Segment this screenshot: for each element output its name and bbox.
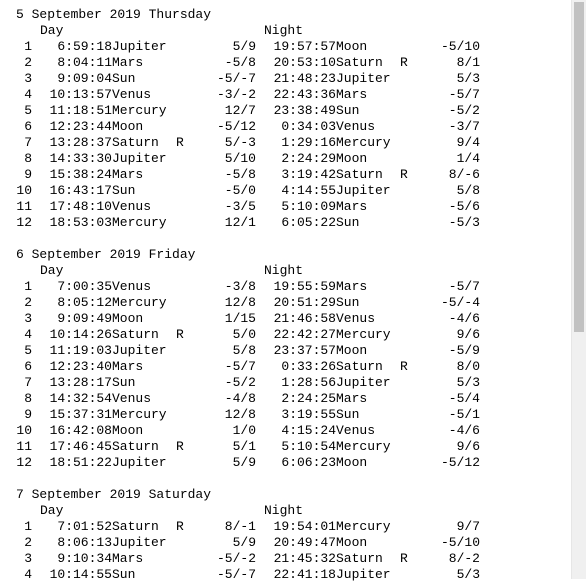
hour-number: 8 (24, 151, 32, 166)
night-planet: Moon (336, 151, 368, 166)
day-heading: Day (40, 503, 64, 518)
day-time: 8:06:13 (57, 535, 112, 550)
night-time: 21:48:23 (273, 71, 336, 86)
day-value: 5/0 (232, 327, 256, 342)
day-planet: Saturn (112, 327, 159, 342)
day-time: 12:23:44 (49, 119, 112, 134)
hour-number: 2 (24, 295, 32, 310)
day-value: -5/7 (224, 359, 256, 374)
hour-number: 10 (16, 183, 32, 198)
day-time: 14:33:30 (49, 151, 112, 166)
night-planet: Mars (336, 279, 368, 294)
day-time: 17:46:45 (49, 439, 112, 454)
night-value: 9/7 (456, 519, 480, 534)
day-time: 11:18:51 (49, 103, 112, 118)
night-value: -5/7 (448, 279, 480, 294)
hour-number: 1 (24, 519, 32, 534)
day-planet: Sun (112, 375, 136, 390)
night-time: 2:24:25 (281, 391, 336, 406)
day-time: 14:32:54 (49, 391, 112, 406)
day-time: 10:14:26 (49, 327, 112, 342)
day-time: 10:13:57 (49, 87, 112, 102)
night-time: 5:10:54 (281, 439, 336, 454)
hour-row (16, 567, 572, 583)
day-planet: Saturn (112, 135, 159, 150)
hour-number: 3 (24, 551, 32, 566)
night-retrograde: R (400, 55, 408, 70)
day-planet: Sun (112, 71, 136, 86)
night-planet: Saturn (336, 167, 383, 182)
day-planet: Mars (112, 55, 144, 70)
day-retrograde: R (176, 439, 184, 454)
day-time: 15:38:24 (49, 167, 112, 182)
day-planet: Mercury (112, 103, 167, 118)
hour-number: 11 (16, 199, 32, 214)
night-heading: Night (264, 263, 304, 278)
night-retrograde: R (400, 167, 408, 182)
night-value: -5/12 (440, 455, 480, 470)
day-title: 5 September 2019 Thursday (16, 7, 212, 22)
day-time: 10:14:55 (49, 567, 112, 582)
hour-number: 1 (24, 279, 32, 294)
night-time: 6:06:23 (281, 455, 336, 470)
day-planet: Jupiter (112, 535, 167, 550)
night-value: 5/8 (456, 183, 480, 198)
hour-row (16, 167, 572, 183)
hour-number: 6 (24, 119, 32, 134)
day-planet: Jupiter (112, 455, 167, 470)
day-time: 15:37:31 (49, 407, 112, 422)
day-heading: Day (40, 23, 64, 38)
day-planet: Moon (112, 423, 144, 438)
night-time: 2:24:29 (281, 151, 336, 166)
day-value: -5/8 (224, 167, 256, 182)
night-time: 22:43:36 (273, 87, 336, 102)
day-planet: Mercury (112, 407, 167, 422)
night-planet: Mars (336, 199, 368, 214)
night-planet: Saturn (336, 359, 383, 374)
hour-number: 6 (24, 359, 32, 374)
day-time: 8:05:12 (57, 295, 112, 310)
night-time: 1:28:56 (281, 375, 336, 390)
night-planet: Sun (336, 215, 360, 230)
hour-row (16, 311, 572, 327)
day-time: 17:48:10 (49, 199, 112, 214)
night-time: 22:41:18 (273, 567, 336, 582)
column-headings (16, 263, 572, 279)
column-headings (16, 503, 572, 519)
hour-number: 3 (24, 311, 32, 326)
hour-row (16, 119, 572, 135)
hour-row (16, 391, 572, 407)
day-value: 8/-1 (224, 519, 256, 534)
day-time: 8:04:11 (57, 55, 112, 70)
day-value: -5/2 (224, 375, 256, 390)
night-time: 5:10:09 (281, 199, 336, 214)
night-planet: Sun (336, 295, 360, 310)
night-planet: Venus (336, 423, 376, 438)
day-title: 6 September 2019 Friday (16, 247, 196, 262)
hour-number: 5 (24, 343, 32, 358)
day-value: 1/15 (224, 311, 256, 326)
night-time: 6:05:22 (281, 215, 336, 230)
night-value: -5/1 (448, 407, 480, 422)
day-planet: Mars (112, 167, 144, 182)
day-value: 5/-3 (224, 135, 256, 150)
day-time: 11:19:03 (49, 343, 112, 358)
night-value: 5/3 (456, 567, 480, 582)
night-planet: Moon (336, 455, 368, 470)
day-value: -5/-7 (216, 567, 256, 582)
night-value: -5/6 (448, 199, 480, 214)
hour-row (16, 295, 572, 311)
hour-row (16, 87, 572, 103)
night-heading: Night (264, 23, 304, 38)
day-value: 12/8 (224, 407, 256, 422)
day-retrograde: R (176, 135, 184, 150)
hour-row (16, 279, 572, 295)
night-planet: Mercury (336, 135, 391, 150)
day-section (16, 7, 572, 231)
night-value: -5/10 (440, 535, 480, 550)
hour-row (16, 71, 572, 87)
day-value: 12/7 (224, 103, 256, 118)
hour-number: 8 (24, 391, 32, 406)
night-time: 21:45:32 (273, 551, 336, 566)
night-value: -5/10 (440, 39, 480, 54)
night-time: 19:55:59 (273, 279, 336, 294)
night-planet: Jupiter (336, 183, 391, 198)
day-time: 6:59:18 (57, 39, 112, 54)
day-value: -5/8 (224, 55, 256, 70)
night-time: 3:19:42 (281, 167, 336, 182)
day-value: 5/9 (232, 535, 256, 550)
night-planet: Mercury (336, 327, 391, 342)
night-planet: Jupiter (336, 567, 391, 582)
night-time: 4:15:24 (281, 423, 336, 438)
day-planet: Venus (112, 87, 152, 102)
hour-number: 12 (16, 215, 32, 230)
hour-row (16, 407, 572, 423)
hour-number: 7 (24, 375, 32, 390)
night-time: 23:37:57 (273, 343, 336, 358)
night-value: -4/6 (448, 311, 480, 326)
planetary-hours-text (16, 7, 572, 583)
night-time: 4:14:55 (281, 183, 336, 198)
hour-row (16, 151, 572, 167)
night-planet: Mercury (336, 439, 391, 454)
hour-row (16, 135, 572, 151)
day-planet: Jupiter (112, 343, 167, 358)
hour-number: 9 (24, 407, 32, 422)
day-value: -3/5 (224, 199, 256, 214)
night-planet: Moon (336, 39, 368, 54)
hour-number: 11 (16, 439, 32, 454)
day-planet: Mars (112, 359, 144, 374)
hour-number: 9 (24, 167, 32, 182)
night-value: 8/0 (456, 359, 480, 374)
vertical-scrollbar[interactable] (571, 0, 586, 579)
day-value: -5/-7 (216, 71, 256, 86)
night-value: 8/-6 (448, 167, 480, 182)
night-planet: Jupiter (336, 375, 391, 390)
day-value: 5/10 (224, 151, 256, 166)
day-planet: Saturn (112, 439, 159, 454)
night-planet: Moon (336, 343, 368, 358)
hour-row (16, 215, 572, 231)
column-headings (16, 23, 572, 39)
day-time: 7:01:52 (57, 519, 112, 534)
day-time: 18:51:22 (49, 455, 112, 470)
hour-row (16, 55, 572, 71)
day-time: 9:09:49 (57, 311, 112, 326)
night-value: -5/2 (448, 103, 480, 118)
day-time: 9:10:34 (57, 551, 112, 566)
night-time: 19:57:57 (273, 39, 336, 54)
hour-number: 1 (24, 39, 32, 54)
scrollbar-thumb[interactable] (574, 2, 584, 332)
night-planet: Jupiter (336, 71, 391, 86)
day-planet: Mars (112, 551, 144, 566)
night-time: 3:19:55 (281, 407, 336, 422)
night-retrograde: R (400, 359, 408, 374)
day-planet: Moon (112, 311, 144, 326)
night-time: 19:54:01 (273, 519, 336, 534)
night-time: 22:42:27 (273, 327, 336, 342)
night-time: 20:49:47 (273, 535, 336, 550)
hour-number: 10 (16, 423, 32, 438)
day-time: 18:53:03 (49, 215, 112, 230)
night-planet: Mars (336, 391, 368, 406)
night-value: 1/4 (456, 151, 480, 166)
night-value: 9/4 (456, 135, 480, 150)
night-value: -5/9 (448, 343, 480, 358)
day-time: 13:28:17 (49, 375, 112, 390)
day-value: 12/8 (224, 295, 256, 310)
night-time: 20:53:10 (273, 55, 336, 70)
night-value: 8/-2 (448, 551, 480, 566)
night-value: 9/6 (456, 327, 480, 342)
hour-row (16, 535, 572, 551)
hour-number: 5 (24, 103, 32, 118)
day-value: 5/9 (232, 455, 256, 470)
hour-row (16, 455, 572, 471)
hour-row (16, 327, 572, 343)
hour-row (16, 343, 572, 359)
night-planet: Venus (336, 311, 376, 326)
night-value: -3/7 (448, 119, 480, 134)
day-time: 16:42:08 (49, 423, 112, 438)
day-value: -3/8 (224, 279, 256, 294)
night-planet: Mars (336, 87, 368, 102)
day-time: 16:43:17 (49, 183, 112, 198)
hour-row (16, 39, 572, 55)
day-heading: Day (40, 263, 64, 278)
day-value: -5/12 (216, 119, 256, 134)
hour-row (16, 439, 572, 455)
day-value: 1/0 (232, 423, 256, 438)
night-planet: Sun (336, 103, 360, 118)
day-planet: Jupiter (112, 39, 167, 54)
day-planet: Saturn (112, 519, 159, 534)
hour-row (16, 519, 572, 535)
night-value: 8/1 (456, 55, 480, 70)
night-value: 5/3 (456, 375, 480, 390)
day-time: 7:00:35 (57, 279, 112, 294)
day-value: 5/8 (232, 343, 256, 358)
hour-row (16, 199, 572, 215)
hour-row (16, 103, 572, 119)
night-heading: Night (264, 503, 304, 518)
night-value: 9/6 (456, 439, 480, 454)
day-section (16, 487, 572, 583)
night-time: 0:34:03 (281, 119, 336, 134)
day-title: 7 September 2019 Saturday (16, 487, 212, 502)
hour-row (16, 551, 572, 567)
hour-row (16, 183, 572, 199)
day-planet: Jupiter (112, 151, 167, 166)
hour-number: 4 (24, 87, 32, 102)
hour-row (16, 423, 572, 439)
day-value: -5/0 (224, 183, 256, 198)
day-planet: Mercury (112, 295, 167, 310)
night-planet: Mercury (336, 519, 391, 534)
night-value: -5/-4 (440, 295, 480, 310)
night-time: 1:29:16 (281, 135, 336, 150)
day-planet: Venus (112, 199, 152, 214)
day-value: -5/-2 (216, 551, 256, 566)
hour-number: 12 (16, 455, 32, 470)
night-time: 23:38:49 (273, 103, 336, 118)
day-planet: Venus (112, 279, 152, 294)
day-planet: Sun (112, 567, 136, 582)
day-time: 9:09:04 (57, 71, 112, 86)
night-retrograde: R (400, 551, 408, 566)
day-retrograde: R (176, 327, 184, 342)
day-retrograde: R (176, 519, 184, 534)
day-planet: Venus (112, 391, 152, 406)
night-value: -5/4 (448, 391, 480, 406)
night-planet: Venus (336, 119, 376, 134)
day-value: 12/1 (224, 215, 256, 230)
night-value: -5/7 (448, 87, 480, 102)
day-time: 12:23:40 (49, 359, 112, 374)
night-planet: Sun (336, 407, 360, 422)
hour-row (16, 375, 572, 391)
night-planet: Moon (336, 535, 368, 550)
hour-number: 3 (24, 71, 32, 86)
night-planet: Saturn (336, 55, 383, 70)
night-value: 5/3 (456, 71, 480, 86)
night-value: -5/3 (448, 215, 480, 230)
day-value: -3/-2 (216, 87, 256, 102)
day-planet: Moon (112, 119, 144, 134)
hour-row (16, 359, 572, 375)
night-time: 20:51:29 (273, 295, 336, 310)
night-planet: Saturn (336, 551, 383, 566)
hour-number: 4 (24, 567, 32, 582)
night-value: -4/6 (448, 423, 480, 438)
night-time: 0:33:26 (281, 359, 336, 374)
night-time: 21:46:58 (273, 311, 336, 326)
day-planet: Sun (112, 183, 136, 198)
day-planet: Mercury (112, 215, 167, 230)
hour-number: 2 (24, 535, 32, 550)
hour-number: 2 (24, 55, 32, 70)
hour-number: 4 (24, 327, 32, 342)
day-time: 13:28:37 (49, 135, 112, 150)
hour-number: 7 (24, 135, 32, 150)
day-value: 5/9 (232, 39, 256, 54)
day-value: -4/8 (224, 391, 256, 406)
day-section (16, 247, 572, 471)
day-value: 5/1 (232, 439, 256, 454)
